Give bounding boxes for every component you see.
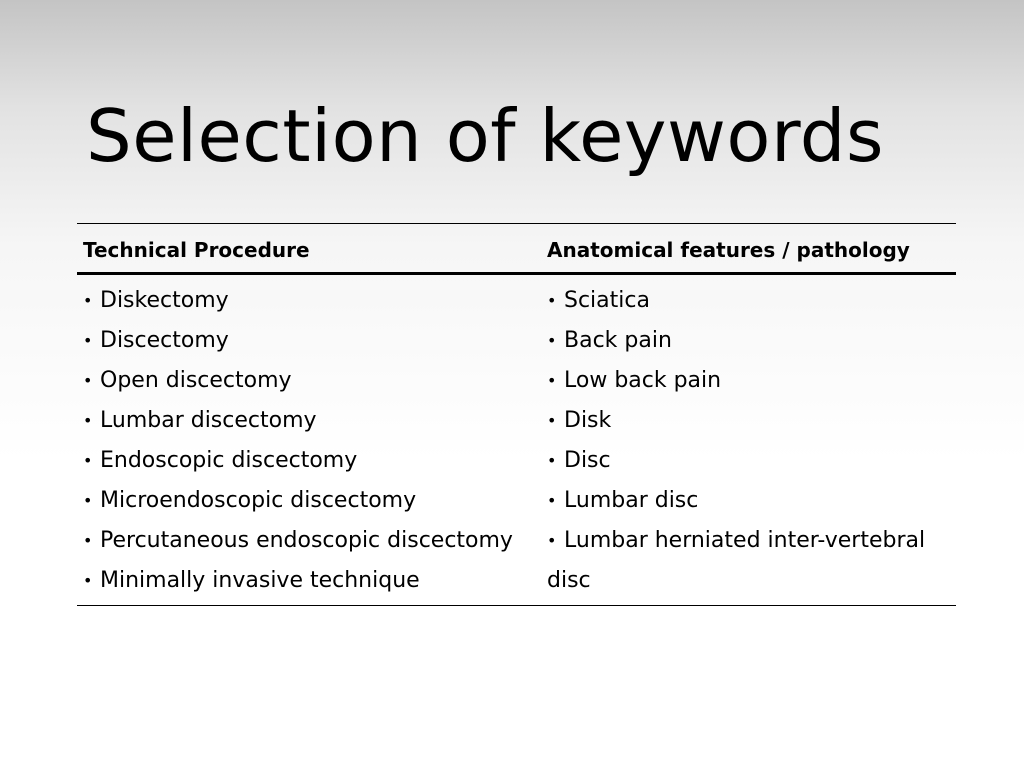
slide-title: Selection of keywords	[86, 94, 884, 178]
list-item-text: Open discectomy	[100, 368, 292, 393]
list-item	[83, 481, 541, 521]
list-item-text: Diskectomy	[100, 288, 229, 313]
list-item	[547, 281, 956, 321]
bullet-icon: •	[547, 411, 557, 430]
anatomical-features-list	[547, 275, 956, 605]
table-header-row	[77, 224, 956, 274]
list-item-text: Discectomy	[100, 328, 229, 353]
list-item	[83, 401, 541, 441]
list-item	[83, 561, 541, 601]
list-item-text: Disc	[564, 448, 611, 473]
bullet-icon: •	[547, 291, 557, 310]
bullet-icon: •	[83, 531, 93, 550]
list-item	[547, 521, 956, 601]
bullet-icon: •	[547, 371, 557, 390]
table-body-row	[77, 274, 956, 606]
list-item-text: Minimally invasive technique	[100, 568, 420, 593]
list-item	[547, 361, 956, 401]
list-item	[83, 361, 541, 401]
list-item	[83, 521, 541, 561]
bullet-icon: •	[83, 331, 93, 350]
list-item-text: Disk	[564, 408, 612, 433]
list-item-text: Low back pain	[564, 368, 722, 393]
list-item-text: Percutaneous endoscopic discectomy	[100, 528, 513, 553]
bullet-icon: •	[547, 451, 557, 470]
list-item-text: Back pain	[564, 328, 672, 353]
bullet-icon: •	[547, 331, 557, 350]
list-item	[547, 481, 956, 521]
bullet-icon: •	[83, 451, 93, 470]
list-item	[83, 281, 541, 321]
list-item	[83, 441, 541, 481]
anatomical-features-cell	[541, 274, 956, 606]
list-item-text: Microendoscopic discectomy	[100, 488, 417, 513]
list-item-text: Sciatica	[564, 288, 650, 313]
bullet-icon: •	[547, 531, 557, 550]
list-item-text: Endoscopic discectomy	[100, 448, 358, 473]
bullet-icon: •	[83, 571, 93, 590]
header-anatomical-features: Anatomical features / pathology	[547, 238, 910, 262]
technical-procedure-list	[83, 275, 541, 605]
bullet-icon: •	[83, 491, 93, 510]
keywords-table	[77, 223, 956, 606]
list-item	[83, 321, 541, 361]
bullet-icon: •	[83, 291, 93, 310]
list-item	[547, 321, 956, 361]
list-item-text: Lumbar herniated inter-vertebral disc	[547, 528, 926, 593]
list-item-text: Lumbar discectomy	[100, 408, 317, 433]
list-item	[547, 441, 956, 481]
bullet-icon: •	[547, 491, 557, 510]
bullet-icon: •	[83, 411, 93, 430]
list-item	[547, 401, 956, 441]
technical-procedure-cell	[77, 274, 541, 606]
header-technical-procedure: Technical Procedure	[83, 238, 310, 262]
bullet-icon: •	[83, 371, 93, 390]
list-item-text: Lumbar disc	[564, 488, 699, 513]
